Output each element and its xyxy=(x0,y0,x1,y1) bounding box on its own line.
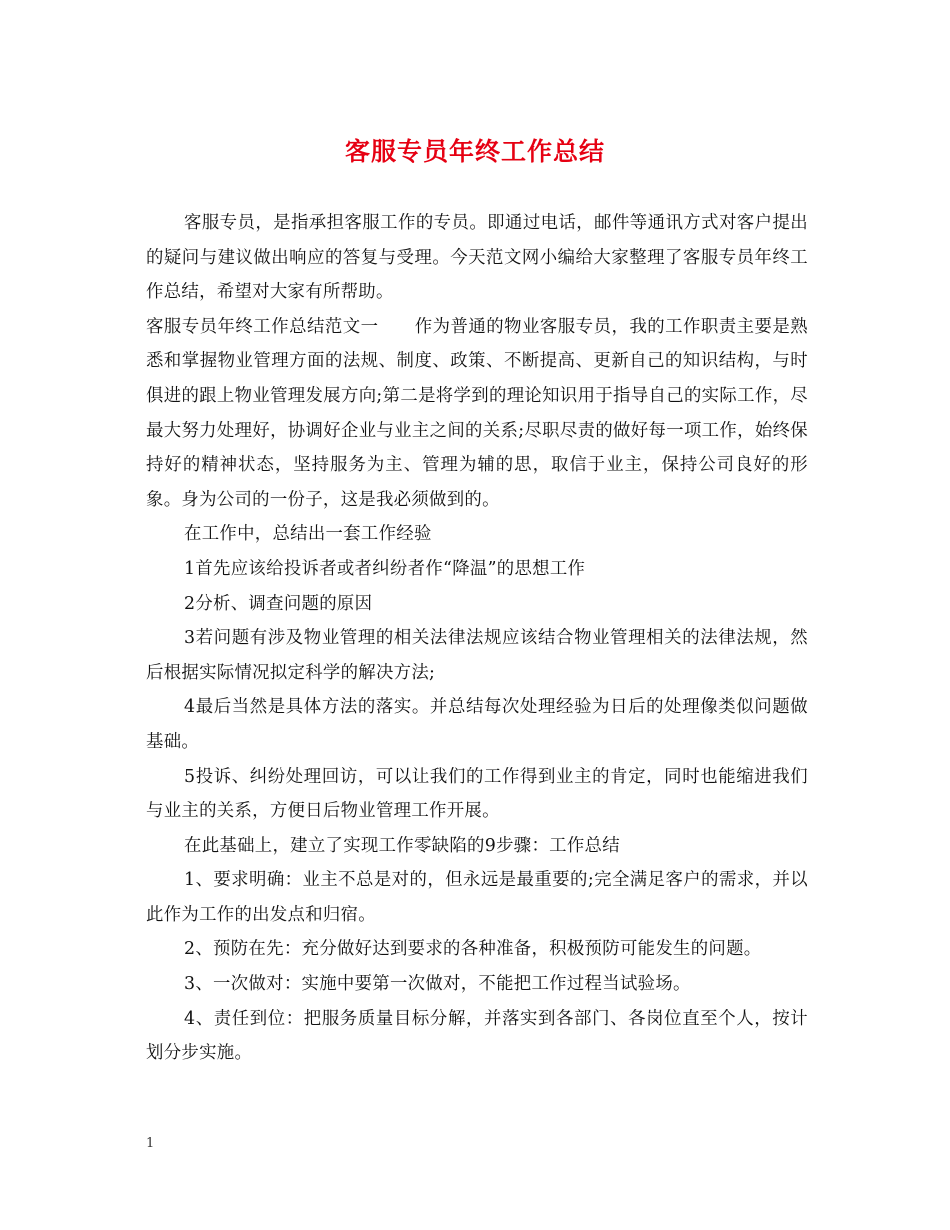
intro-paragraph: 客服专员，是指承担客服工作的专员。即通过电话，邮件等通讯方式对客户提出的疑问与建议做出响应的答复与受理。今天范文网小编给大家整理了客服专员年终工作总结，希望对大家有所帮助。 xyxy=(146,213,808,303)
body-paragraph: 1、要求明确：业主不总是对的，但永远是最重要的;完全满足客户的需求，并以此作为工作的出发点和归宿。 xyxy=(146,870,808,925)
body-paragraph: 1首先应该给投诉者或者纠纷者作“降温”的思想工作 xyxy=(184,558,586,579)
body-paragraph: 5投诉、纠纷处理回访，可以让我们的工作得到业主的肯定，同时也能缩进我们与业主的关系，方便日后物业管理工作开展。 xyxy=(146,766,808,822)
body-paragraph: 3若问题有涉及物业管理的相关法律法规应该结合物业管理相关的法律法规，然后根据实际情况拟定科学的解决方法; xyxy=(146,628,808,683)
document-title: 客服专员年终工作总结 xyxy=(344,137,605,166)
body-paragraph: 3、一次做对：实施中要第一次做对，不能把工作过程当试验场。 xyxy=(184,974,691,995)
sample-heading: 客服专员年终工作总结范文一 xyxy=(146,316,379,337)
page-number: 1 xyxy=(146,1136,155,1151)
body-paragraph: 4最后当然是具体方法的落实。并总结每次处理经验为日后的处理像类似问题做基础。 xyxy=(146,697,808,752)
body-paragraph: 2分析、调查问题的原因 xyxy=(184,593,373,614)
document-body xyxy=(146,206,808,1071)
sample-paragraph xyxy=(146,310,808,518)
body-paragraph: 4、责任到位：把服务质量目标分解，并落实到各部门、各岗位直至个人，按计划分步实施。 xyxy=(146,1008,808,1064)
sample-body: 作为普通的物业客服专员，我的工作职责主要是熟悉和掌握物业管理方面的法规、制度、政策、不断提高、更新自己的知识结构，与时俱进的跟上物业管理发展方向;第二是将学到的理论知识用于指导自己的实际工作，尽最大努力处理好，协调好企业与业主之间的关系;尽职尽责的做好每一项工作，始终保持好的精神状态，坚持服务为主、管理为辅的思，取信于业主，保持公司良好的形象。身为公司的一份子，这是我必须做到的。 xyxy=(146,316,808,510)
body-paragraph: 在工作中，总结出一套工作经验 xyxy=(184,524,432,545)
body-paragraph: 2、预防在先：充分做好达到要求的各种准备，积极预防可能发生的问题。 xyxy=(184,939,762,960)
body-paragraph: 在此基础上，建立了实现工作零缺陷的9步骤：工作总结 xyxy=(184,835,620,856)
